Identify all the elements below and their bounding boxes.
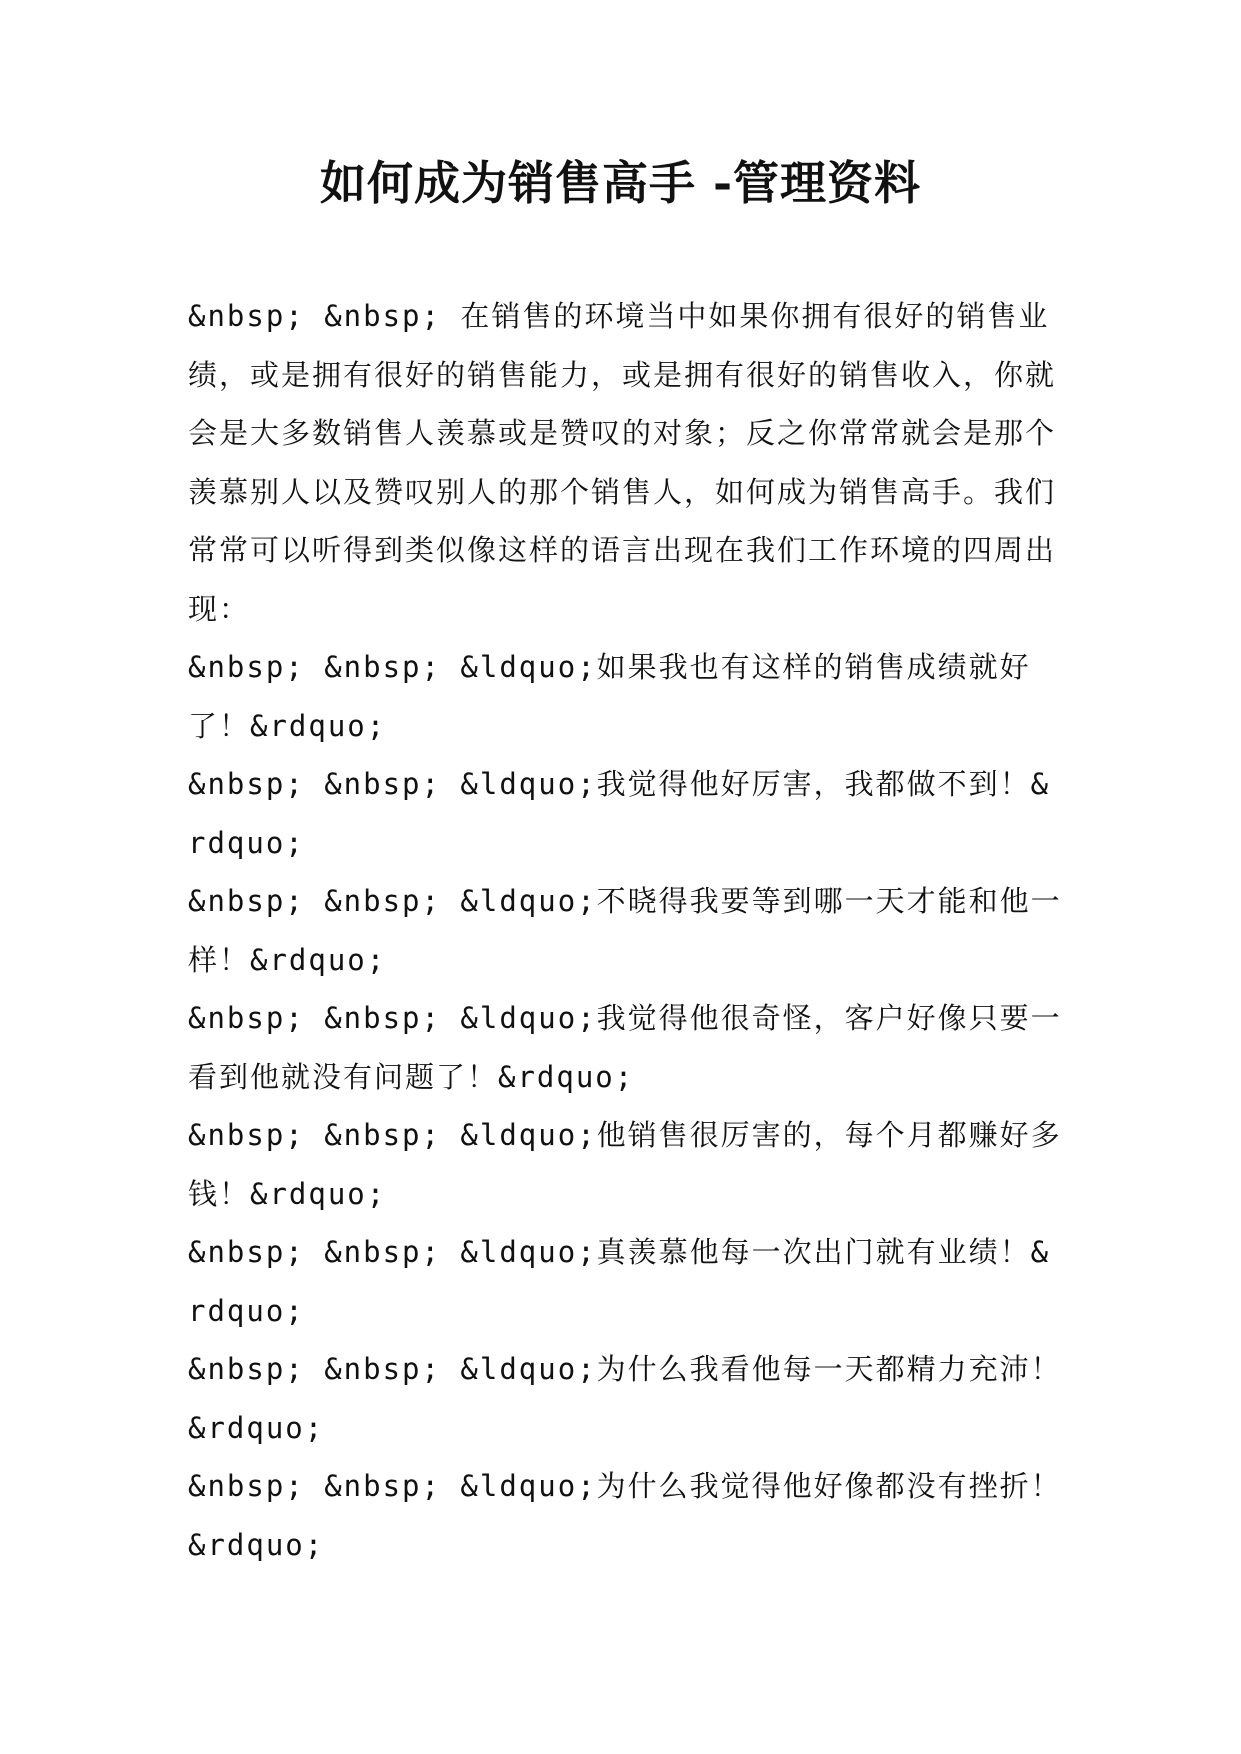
document-body [188,287,1068,1574]
intro-paragraph: &nbsp; &nbsp; 在销售的环境当中如果你拥有很好的销售业绩，或是拥有很好的销售能力，或是拥有很好的销售收入，你就会是大多数销售人羡慕或是赞叹的对象；反之你常常就会是那个羡慕别人以及赞叹别人的那个销售人，如何成为销售高手。我们常常可以听得到类似像这样的语言出现在我们工作环境的四周出现： [188,299,1057,626]
quote-paragraph: &nbsp; &nbsp; &ldquo;我觉得他很奇怪，客户好像只要一看到他就没有问题了！&rdquo; [188,1001,1062,1094]
quote-paragraph: &nbsp; &nbsp; &ldquo;为什么我看他每一天都精力充沛！&rdquo; [188,1352,1062,1445]
quote-paragraph: &nbsp; &nbsp; &ldquo;我觉得他好厉害，我都做不到！&rdquo; [188,767,1051,860]
quote-paragraph: &nbsp; &nbsp; &ldquo;真羡慕他每一次出门就有业绩！&rdquo; [188,1235,1051,1328]
quote-paragraph: &nbsp; &nbsp; &ldquo;不晓得我要等到哪一天才能和他一样！&rdquo; [188,884,1062,977]
quote-paragraph: &nbsp; &nbsp; &ldquo;如果我也有这样的销售成绩就好了！&rdquo; [188,650,1031,743]
quote-paragraph: &nbsp; &nbsp; &ldquo;为什么我觉得他好像都没有挫折！&rdquo; [188,1469,1062,1562]
document-title: 如何成为销售高手 -管理资料 [319,156,922,210]
quote-paragraph: &nbsp; &nbsp; &ldquo;他销售很厉害的，每个月都赚好多钱！&rdquo; [188,1118,1062,1211]
